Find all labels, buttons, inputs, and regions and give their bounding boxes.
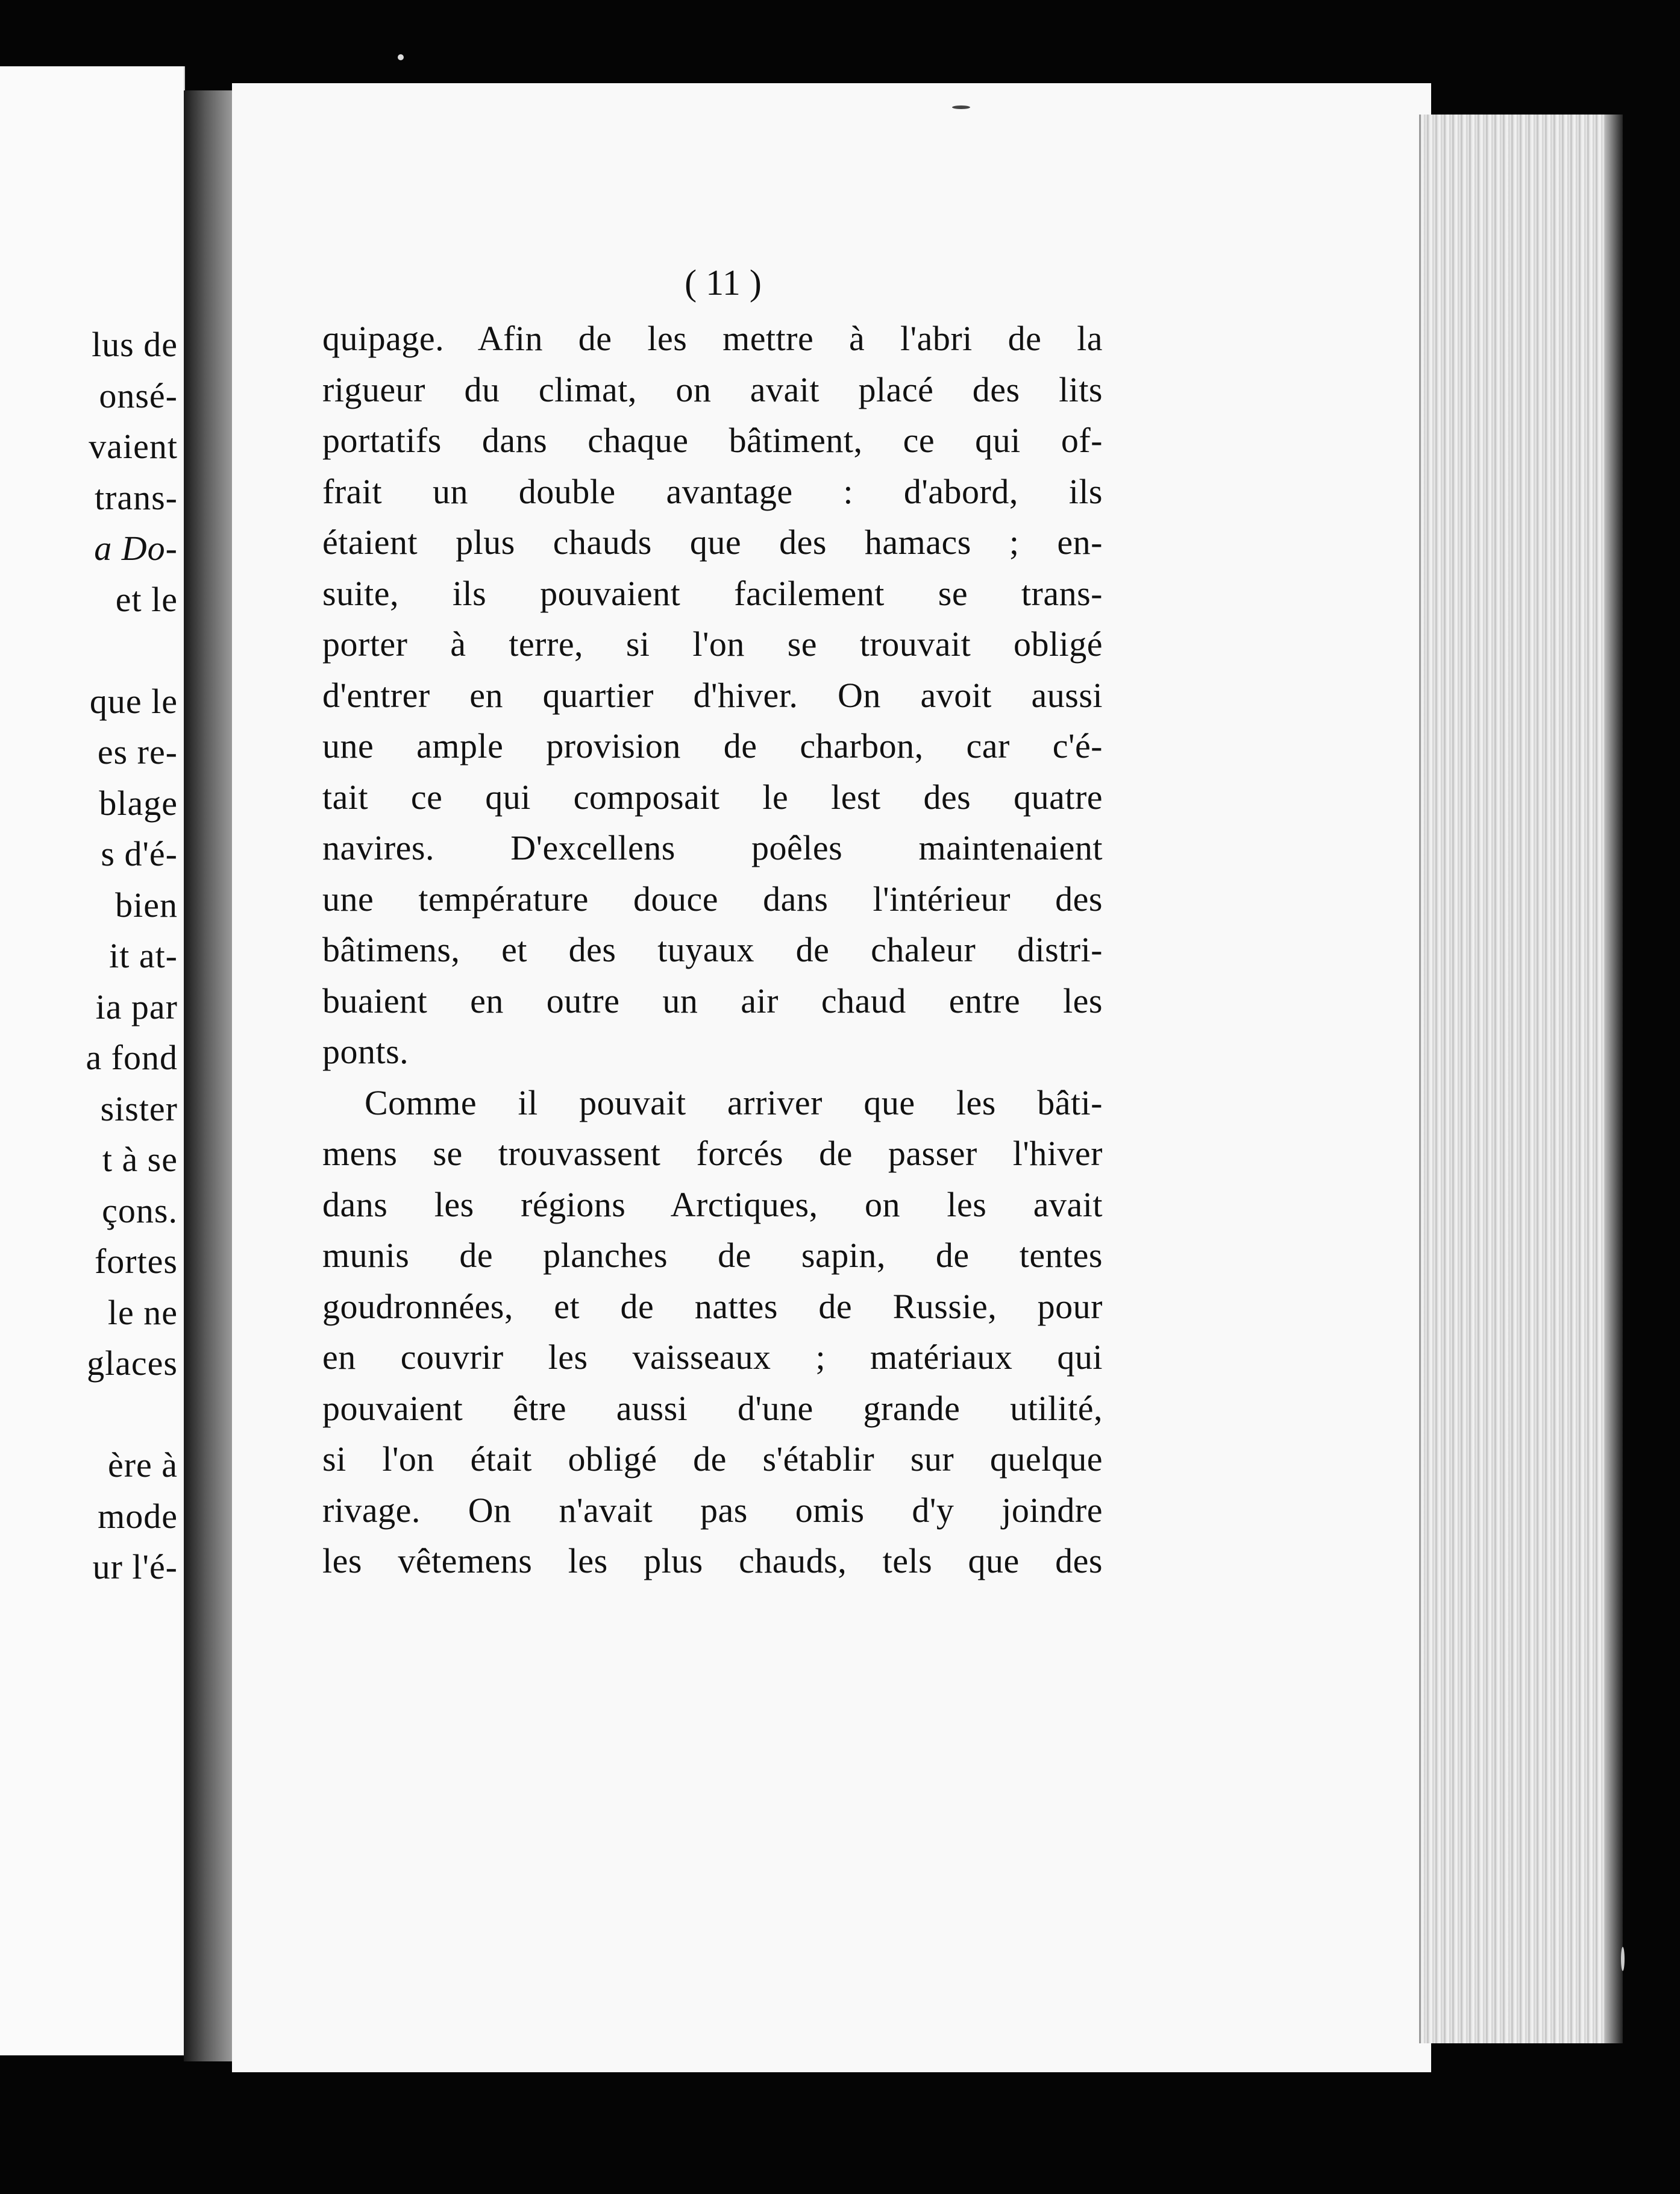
left-line: bien: [115, 885, 178, 925]
left-line: [0, 1389, 178, 1441]
text-line: quipage. Afin de les mettre à l'abri de la: [322, 319, 1103, 358]
scan-speck: [952, 105, 970, 109]
left-line: sister: [100, 1089, 178, 1128]
text-line: munis de planches de sapin, de tentes: [322, 1236, 1103, 1275]
page-number: ( 11 ): [685, 263, 762, 303]
text-line: rivage. On n'avait pas omis d'y joindre: [322, 1490, 1103, 1530]
body-text: [322, 313, 1103, 1587]
left-line: lus de: [92, 325, 178, 364]
left-line: a Do-: [94, 529, 178, 568]
left-line: que le: [89, 681, 178, 721]
left-line: it at-: [109, 936, 178, 975]
text-line: une ample provision de charbon, car c'é-: [322, 726, 1103, 765]
text-line: porter à terre, si l'on se trouvait obligé: [322, 624, 1103, 664]
left-line: es re-: [97, 732, 178, 772]
left-line: blage: [99, 783, 178, 823]
left-line: glaces: [87, 1344, 178, 1383]
text-line: si l'on était obligé de s'établir sur quelque: [322, 1439, 1103, 1479]
text-line: Comme il pouvait arriver que les bâti-: [365, 1083, 1103, 1122]
left-line: trans-: [94, 477, 178, 517]
left-line: [0, 625, 178, 676]
text-line: buaient en outre un air chaud entre les: [322, 981, 1103, 1020]
text-line: d'entrer en quartier d'hiver. On avoit aussi: [322, 675, 1103, 715]
left-page: [0, 66, 185, 2055]
text-line: mens se trouvassent forcés de passer l'hiver: [322, 1134, 1103, 1173]
scan-speck: [1621, 1947, 1625, 1971]
text-line: bâtimens, et des tuyaux de chaleur distri-: [322, 930, 1103, 969]
text-line: goudronnées, et de nattes de Russie, pour: [322, 1286, 1103, 1326]
text-line: ponts.: [322, 1032, 409, 1071]
left-line: le ne: [107, 1292, 178, 1332]
text-line: étaient plus chauds que des hamacs ; en-: [322, 523, 1103, 562]
left-line: ère à: [107, 1445, 178, 1485]
left-line: et le: [115, 579, 178, 619]
text-line: navires. D'excellens poêles maintenaient: [322, 828, 1103, 867]
text-line: suite, ils pouvaient facilement se trans-: [322, 573, 1103, 613]
left-line: fortes: [94, 1242, 178, 1281]
text-line: portatifs dans chaque bâtiment, ce qui of-: [322, 421, 1103, 460]
left-line: çons.: [102, 1190, 178, 1230]
text-line: pouvaient être aussi d'une grande utilité,: [322, 1388, 1103, 1428]
left-line: ia par: [95, 987, 178, 1026]
left-page-text: [0, 319, 178, 1593]
left-line: a fond: [86, 1038, 178, 1077]
text-line: une température douce dans l'intérieur des: [322, 879, 1103, 919]
page-edges: [1419, 115, 1623, 2043]
left-line: t à se: [102, 1140, 178, 1179]
text-line: tait ce qui composait le lest des quatre: [322, 777, 1103, 817]
gutter-shadow: [184, 90, 232, 2061]
text-line: rigueur du climat, on avait placé des lits: [322, 369, 1103, 409]
text-line: dans les régions Arctiques, on les avait: [322, 1184, 1103, 1224]
left-line: vaient: [89, 427, 178, 466]
text-line: en couvrir les vaisseaux ; matériaux qui: [322, 1337, 1103, 1377]
left-line: onsé-: [99, 376, 178, 415]
text-line: les vêtemens les plus chauds, tels que des: [322, 1541, 1103, 1580]
left-line: ur l'é-: [92, 1547, 178, 1586]
left-line: mode: [98, 1496, 178, 1536]
left-line: s d'é-: [101, 834, 178, 873]
scan-speck: [398, 54, 404, 60]
text-line: frait un double avantage : d'abord, ils: [322, 471, 1103, 511]
